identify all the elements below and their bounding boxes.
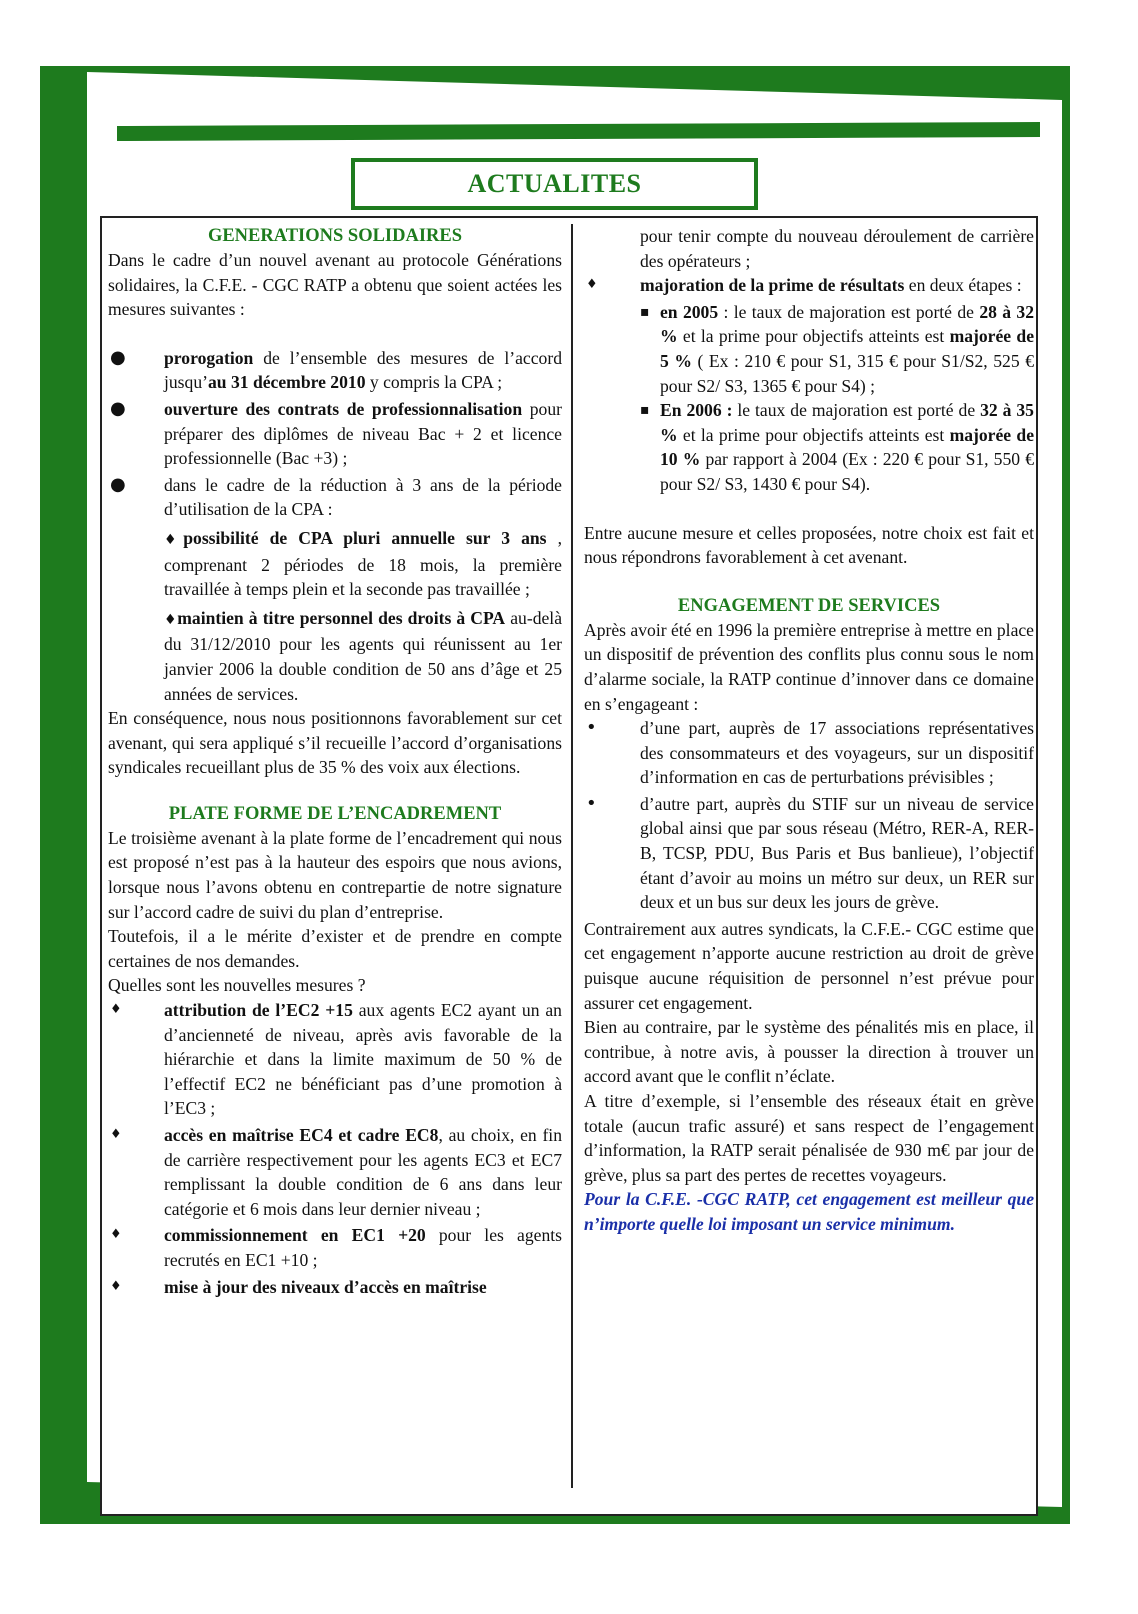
section-title-engagement: ENGAGEMENT DE SERVICES [677,595,941,616]
choice-paragraph: Entre aucune mesure et celles proposées, notre choix est fait et nous répondrons favorablement à cet avenant. [584,522,1034,568]
list-item: ♦ mise à jour des niveaux d’accès en maîtrise [108,1275,562,1300]
generations-conclusion: En conséquence, nous nous positionnons favorablement sur cet avenant, qui sera appliqué s’il recueille l’accord d’organisations syndicales recueillant plus de 35 % des voix aux élections. [108,708,562,778]
list-item: ♦ majoration de la prime de résultats en deux étapes : [584,273,1034,298]
bullet-dot-icon: ● [110,397,126,419]
diamond-bullet-icon: ♦ [110,1278,122,1294]
list-subitem: ♦maintien à titre personnel des droits à CPA au-delà du 31/12/2010 pour les agents qui réunissent au 1er janvier 2006 la double condition de 50 ans d’âge et 25 années de services. [164,607,562,704]
list-item: ● ouverture des contrats de professionnalisation pour préparer des diplômes de niveau Bac + 2 et licence professionnelle (Bac +3) ; [110,397,562,469]
list-item: ♦ accès en maîtrise EC4 et cadre EC8, au choix, en fin de carrière respectivement pour les agents EC3 et EC7 remplissant la double condition de 6 ans dans leur catégorie et 6 mois dans leur dernier niveau ; [110,1125,562,1219]
engagement-p1: Après avoir été en 1996 la première entreprise à mettre en place un dispositif de prévention des conflits plus connu sous le nom d’alarme sociale, la RATP continue d’innover dans ce domaine en s’engageant : [584,619,1034,714]
diamond-bullet-icon: ♦ [110,1127,122,1142]
engagement-p2: Contrairement aux autres syndicats, la C.F.E.- CGC estime que cet engagement n’apporte aucune restriction au droit de grève puisque aucune réquisition de personnel n’est prévue pour assurer cet engagement. [584,918,1034,1013]
diamond-bullet-icon: ♦ [110,1227,122,1243]
section-title-generations: GENERATIONS SOLIDAIRES [207,226,463,246]
square-bullet-icon: ▪ [640,303,650,320]
diamond-bullet-icon: ♦ [164,611,178,628]
list-item: ♦ attribution de l’EC2 +15 aux agents EC2 ayant un an d’ancienneté de niveau, après avis favorable de la hiérarchie et dans la limite maximum de 50 % de l’effectif EC2 ne bénéficiant pas d’une promotion à l’EC3 ; [110,1000,562,1119]
list-subitem: ♦possibilité de CPA pluri annuelle sur 3 ans , comprenant 2 périodes de 18 mois, la première travaillée à temps plein et la seconde pas travaillée ; [164,527,562,600]
list-subitem: ▪ en 2005 : le taux de majoration est porté de 28 à 32 % et la prime pour objectifs atteints est majorée de 5 % ( Ex : 210 € pour S1, 315 € pour S1/S2, 525 € pour S2/ S3, 1365 € pour S4) ; [640,301,1035,396]
list-item: ● dans le cadre de la réduction à 3 ans de la période d’utilisation de la CPA : [110,473,562,520]
engagement-quote: Pour la C.F.E. -CGC RATP, cet engagement est meilleur que n’importe quelle loi imposant un service minimum. [584,1189,1034,1234]
list-item: • d’autre part, auprès du STIF sur un niveau de service global ainsi que par sous réseau (Métro, RER-A, RER-B, TCSP, PDU, Bus Paris et Bus banlieue), l’objectif étant d’avoir au moins un métro sur deux, un RER sur deux et un bus sur deux les jours de grève. [586,792,1034,913]
engagement-p4: A titre d’exemple, si l’ensemble des réseaux était en grève totale (aucun trafic assuré) et sans respect de l’engagement d’information, la RATP serait pénalisée de 930 m€ par jour de grève, plus sa part des pertes de recettes voyageurs. [584,1091,1034,1185]
diamond-bullet-icon: ♦ [164,531,184,548]
right-column [584,224,1034,1237]
list-item: ♦ commissionnement en EC1 +20 pour les agents recrutés en EC1 +10 ; [110,1225,562,1270]
list-item: • d’une part, auprès de 17 associations représentatives des consommateurs et des voyageurs, sur un dispositif d’information en cas de perturbations prévisibles ; [586,717,1034,788]
plate-forme-p3: Quelles sont les nouvelles mesures ? [108,975,366,996]
square-bullet-icon: ▪ [640,402,650,419]
column-divider [571,224,573,1488]
engagement-p3: Bien au contraire, par le système des pénalités mis en place, il contribue, à notre avis, à pousser la direction à trouver un accord avant que le conflit n’éclate. [584,1017,1034,1087]
diamond-bullet-icon: ♦ [110,1002,122,1018]
page-title: ACTUALITES [467,169,642,198]
diamond-bullet-icon: ♦ [586,277,598,293]
left-column [108,224,562,1301]
bullet-dot-icon: • [586,717,597,739]
list-subitem: ▪ En 2006 : le taux de majoration est porté de 32 à 35 % et la prime pour objectifs atteints est majorée de 10 % par rapport à 2004 (Ex : 220 € pour S1, 550 € pour S2/ S3, 1430 € pour S4). [640,400,1035,494]
plate-forme-p2: Toutefois, il a le mérite d’exister et de prendre en compte certaines de nos demandes. [108,926,562,971]
section-title-plate-forme: PLATE FORME DE L’ENCADREMENT [168,803,502,824]
bullet-dot-icon: ● [110,346,126,368]
page-title-box [351,158,758,210]
bullet-dot-icon: ● [110,473,126,495]
plate-forme-p1: Le troisième avenant à la plate forme de l’encadrement qui nous est proposé n’est pas à la hauteur des espoirs que nous avions, lorsque nous l’avons obtenu en contrepartie de notre signature sur l’accord cadre de suivi du plan d’entreprise. [108,827,562,922]
bullet-dot-icon: • [586,792,597,814]
list-item: ● prorogation de l’ensemble des mesures de l’accord jusqu’au 31 décembre 2010 y compris la CPA ; [110,346,562,393]
generations-intro: Dans le cadre d’un nouvel avenant au protocole Générations solidaires, la C.F.E. - CGC RATP a obtenu que soient actées les mesures suivantes : [108,250,562,320]
plate-forme-continuation: pour tenir compte du nouveau déroulement de carrière des opérateurs ; [640,226,1034,271]
